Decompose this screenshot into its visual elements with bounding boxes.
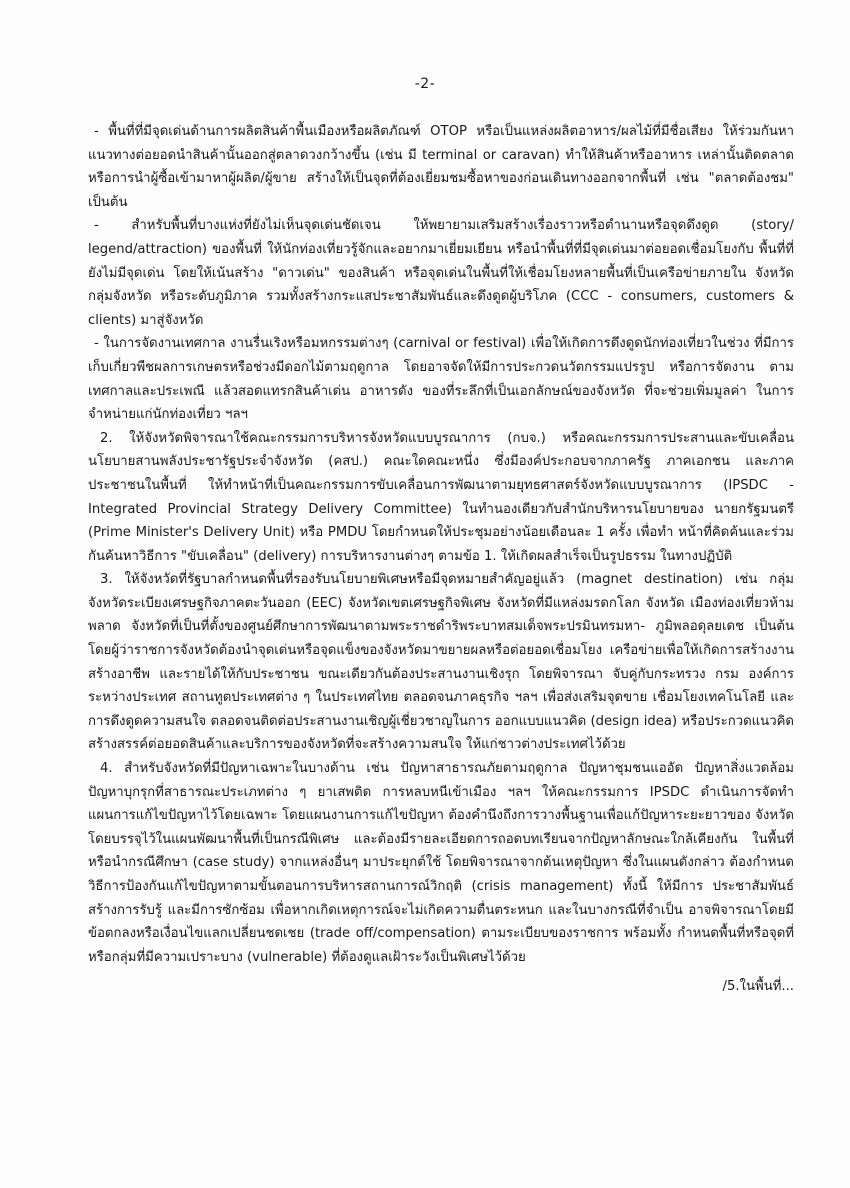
paragraph-otop: - พื้นที่ที่มีจุดเด่นด้านการผลิตสินค้าพื้นเมืองหรือผลิตภัณฑ์ OTOP หรือเป็นแหล่งผลิตอาหาร/ผลไม้ที่มีชื่อเสียง ให้ร่วมกันหาแนวทางต่อยอดนำสินค้านั้นออกสู่ตลาดวงกว้างขึ้น (เช่น มี terminal or caravan) ทำให้สินค้าหรืออาหาร เหล่านั้นติดตลาด หรือการนำผู้ซื้อเข้ามาหาผู้ผลิต/ผู้ขาย สร้างให้เป็นจุดที่ต้องเยี่ยมชมซื้อหาของก่อนเดินทางออกจากพื้นที่ เช่น "ตลาดต้องชม" เป็นต้น	[88, 124, 794, 210]
paragraph-festival: - ในการจัดงานเทศกาล งานรื่นเริงหรือมหกรรมต่างๆ (carnival or festival) เพื่อให้เกิดการดึงดูดนักท่องเที่ยวในช่วง ที่มีการเก็บเกี่ยวพืชผลการเกษตรหรือช่วงมีดอกไม้ตามฤดูกาล โดยอาจจัดให้มีการประกวดนวัตกรรมแปรรูป หรือการจัดงาน ตามเทศกาลและประเพณี แล้วสอดแทรกสินค้าเด่น อาหารดัง ของที่ระลึกที่เป็นเอกลักษณ์ของจังหวัด ที่จะช่วยเพิ่มมูลค่า ในการจำหน่ายแก่นักท่องเที่ยว ฯลฯ	[88, 336, 794, 423]
paragraph-item-2: 2. ให้จังหวัดพิจารณาใช้คณะกรรมการบริหารจังหวัดแบบบูรณาการ (กบจ.) หรือคณะกรรมการประสานและขับเคลื่อน นโยบายสานพลังประชารัฐประจำจังหวัด (คสป.) คณะใดคณะหนึ่ง ซึ่งมีองค์ประกอบจากภาครัฐ ภาคเอกชน และภาคประชาชนในพื้นที่ ให้ทำหน้าที่เป็นคณะกรรมการขับเคลื่อนการพัฒนาตามยุทธศาสตร์จังหวัดแบบบูรณาการ (IPSDC - Integrated Provincial Strategy Delivery Committee) ในทำนองเดียวกับสำนักบริหารนโยบายของ นายกรัฐมนตรี (Prime Minister's Delivery Unit) หรือ PMDU โดยกำหนดให้ประชุมอย่างน้อยเดือนละ 1 ครั้ง เพื่อทำ หน้าที่คิดค้นและร่วมกันค้นหาวิธีการ "ขับเคลื่อน" (delivery) การบริหารงานต่างๆ ตามข้อ 1. ให้เกิดผลสำเร็จเป็นรูปธรรม ในทางปฏิบัติ	[88, 430, 794, 564]
continuation-note: /5.ในพื้นที่...	[722, 979, 794, 995]
paragraph-item-3: 3. ให้จังหวัดที่รัฐบาลกำหนดพื้นที่รองรับนโยบายพิเศษหรือมีจุดหมายสำคัญอยู่แล้ว (magnet destination) เช่น กลุ่มจังหวัดระเบียงเศรษฐกิจภาคตะวันออก (EEC) จังหวัดเขตเศรษฐกิจพิเศษ จังหวัดที่มีแหล่งมรดกโลก จังหวัด เมืองท่องเที่ยวห้ามพลาด จังหวัดที่เป็นที่ตั้งของศูนย์ศึกษาการพัฒนาตามพระราชดำริพระบาทสมเด็จพระปรมินทรมหา- ภูมิพลอดุลยเดช เป็นต้น โดยผู้ว่าราชการจังหวัดต้องนำจุดเด่นหรือจุดแข็งของจังหวัดมาขยายผลหรือต่อยอดเชื่อมโยง เครือข่ายเพื่อให้เกิดการสร้างงาน สร้างอาชีพ และรายได้ให้กับประชาชน ขณะเดียวกันต้องประสานงานเชิงรุก โดยพิจารณา จับคู่กับกระทรวง กรม องค์การระหว่างประเทศ สถานทูตประเทศต่าง ๆ ในประเทศไทย ตลอดจนภาคธุรกิจ ฯลฯ เพื่อส่งเสริมจุดขาย เชื่อมโยงเทคโนโลยี และการดึงดูดความสนใจ ตลอดจนติดต่อประสานงานเชิญผู้เชี่ยวชาญในการ ออกแบบแนวคิด (design idea) หรือประกวดแนวคิดสร้างสรรค์ต่อยอดสินค้าและบริการของจังหวัดที่จะสร้างความสนใจ ให้แก่ชาวต่างประเทศไว้ด้วย	[88, 572, 794, 753]
page-number: -2-	[414, 76, 436, 92]
paragraph-item-4: 4. สำหรับจังหวัดที่มีปัญหาเฉพาะในบางด้าน เช่น ปัญหาสาธารณภัยตามฤดูกาล ปัญหาชุมชนแออัด ปัญหาสิ่งแวดล้อม ปัญหาบุกรุกที่สาธารณะประเภทต่าง ๆ ยาเสพติด การหลบหนีเข้าเมือง ฯลฯ ให้คณะกรรมการ IPSDC ดำเนินการจัดทำ แผนการแก้ไขปัญหาไว้โดยเฉพาะ โดยแผนงานการแก้ไขปัญหา ต้องคำนึงถึงการวางพื้นฐานเพื่อแก้ปัญหาระยะยาวของ จังหวัดโดยบรรจุไว้ในแผนพัฒนาพื้นที่เป็นกรณีพิเศษ และต้องมีรายละเอียดการถอดบทเรียนจากปัญหาลักษณะใกล้เคียงกัน ในพื้นที่ หรือนำกรณีศึกษา (case study) จากแหล่งอื่นๆ มาประยุกต์ใช้ โดยพิจารณาจากต้นเหตุปัญหา ซึ่งในแผนดังกล่าว ต้องกำหนดวิธีการป้องกันแก้ไขปัญหาตามขั้นตอนการบริหารสถานการณ์วิกฤติ (crisis management) ทั้งนี้ ให้มีการ ประชาสัมพันธ์สร้างการรับรู้ และมีการซักซ้อม เพื่อหากเกิดเหตุการณ์จะไม่เกิดความตื่นตระหนก และในบางกรณีที่จำเป็น อาจพิจารณาโดยมีข้อตกลงหรือเงื่อนไขแลกเปลี่ยนชดเชย (trade off/compensation) ตามระเบียบของราชการ พร้อมทั้ง กำหนดพื้นที่หรือจุดที่หรือกลุ่มที่มีความเปราะบาง (vulnerable) ที่ต้องดูแลเฝ้าระวังเป็นพิเศษไว้ด้วย	[88, 761, 794, 965]
document-body	[88, 120, 794, 999]
paragraph-story-legend: - สำหรับพื้นที่บางแห่งที่ยังไม่เห็นจุดเด่นชัดเจน ให้พยายามเสริมสร้างเรื่องราวหรือตำนานหรือจุดดึงดูด (story/ legend/attraction) ของพื้นที่ ให้นักท่องเที่ยวรู้จักและอยากมาเยี่ยมเยียน หรือนำพื้นที่ที่มีจุดเด่นมาต่อยอดเชื่อมโยงกับ พื้นที่ที่ยังไม่มีจุดเด่น โดยให้เน้นสร้าง "ดาวเด่น" ของสินค้า หรือจุดเด่นในพื้นที่ให้เชื่อมโยงหลายพื้นที่เป็นเครือข่ายภายใน จังหวัด กลุ่มจังหวัด หรือระดับภูมิภาค รวมทั้งสร้างกระแสประชาสัมพันธ์และดึงดูดผู้บริโภค (CCC - consumers, customers & clients) มาสู่จังหวัด	[88, 218, 794, 328]
